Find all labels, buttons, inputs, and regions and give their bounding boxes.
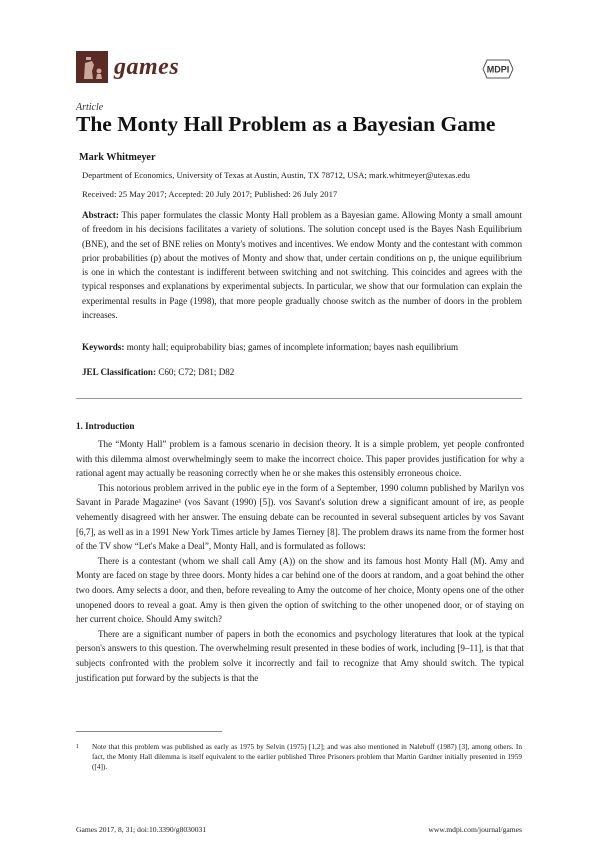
article-type: Article	[76, 102, 104, 113]
journal-name: games	[114, 54, 180, 80]
footnote	[76, 742, 522, 773]
jel-text: C60; C72; D81; D82	[158, 367, 235, 377]
svg-text:MDPI: MDPI	[486, 64, 510, 75]
jel-classification	[82, 367, 234, 377]
paragraph: There is a contestant (whom we shall call Amy (A)) on the show and its famous host Monty Hall (M). Amy and Monty are faced on stage by three doors. Monty hides a car behind one of the doors at random, and a goat behind the other two doors. Amy selects a door, and then, before revealing to Amy the outcome of her choice, Monty opens one of the other unopened doors to reveal a goat. Amy is then given the option of switching to the other unopened door, or of staying on her current choice. Should Amy switch?	[76, 555, 524, 625]
footnote-number: 1	[76, 744, 79, 750]
abstract-label: Abstract:	[82, 210, 119, 220]
journal-url[interactable]: www.mdpi.com/journal/games	[428, 825, 522, 834]
body-text	[76, 437, 524, 685]
keywords	[82, 342, 532, 352]
paragraph: There are a significant number of papers in both the economics and psychology literatures that look at the typical person's answers to this question. The overwhelming result presented in these bodies of work, including [9–11], is that that subjects confronted with the problem solve it incorrectly and fail to recognize that Amy should switch. The typical justification put forward by the subjects is that the	[76, 628, 524, 683]
paragraph: The “Monty Hall” problem is a famous scenario in decision theory. It is a simple problem, yet people confronted with this dilemma almost overwhelmingly seem to make the incorrect choice. This paper provides justification for why a rational agent may actually be reasoning correctly when he or she makes this ostensibly erroneous choice.	[76, 439, 524, 479]
paper-title: The Monty Hall Problem as a Bayesian Game	[76, 112, 496, 136]
section-heading: 1. Introduction	[76, 421, 135, 431]
keywords-text: monty hall; equiprobability bias; games of incomplete information; bayes nash equilibrium	[126, 342, 459, 352]
affiliation: Department of Economics, University of Texas at Austin, Austin, TX 78712, USA; mark.whitmeyer@utexas.edu	[82, 170, 470, 180]
footnote-text: Note that this problem was published as early as 1975 by Selvin (1975) [1,2]; and was also mentioned in Nalebuff (1987) [3], among others. In fact, the Monty Hall dilemma is itself equivalent to the earlier published Three Prisoners problem that Martin Gardner initially presented in 1959 ([4]).	[92, 742, 522, 772]
publication-dates: Received: 25 May 2017; Accepted: 20 July 2017; Published: 26 July 2017	[82, 189, 338, 199]
footnote-divider	[76, 731, 222, 732]
abstract-text: This paper formulates the classic Monty Hall problem as a Bayesian game. Allowing Monty a small amount of freedom in his decisions facilitates a variety of solutions. The solution concept used is the Bayes Nash Equilibrium (BNE), and the set of BNE relies on Monty's motives and incentives. We endow Monty and the contestant with common prior probabilities (p) about the motives of Monty and show that, under certain conditions on p, the unique equilibrium is one in which the contestant is indifferent between switching and not switching. This coincides and agrees with the typical responses and explanations by experimental subjects. In particular, we show that our formulation can explain the experimental results in Page (1998), that more people gradually choose switch as the number of doors in the problem increases.	[82, 210, 522, 321]
header-divider	[76, 398, 522, 399]
mdpi-logo-icon	[481, 57, 515, 81]
jel-label: JEL Classification:	[82, 367, 157, 377]
author-name: Mark Whitmeyer	[79, 152, 156, 163]
journal-logo-icon	[76, 51, 108, 83]
keywords-label: Keywords:	[82, 342, 125, 352]
paragraph: This notorious problem arrived in the public eye in the form of a September, 1990 column published by Marilyn vos Savant in Parade Magazine¹ (vos Savant (1990) [5]). vos Savant's solution drew a significant amount of ire, as people vehemently disagreed with her answer. The ensuing debate can be recounted in several subsequent articles by vos Savant [6,7], as well as in a 1991 New York Times article by James Tierney [8]. The problem draws its name from the former host of the TV show “Let's Make a Deal”, Monty Hall, and is formulated as follows:	[76, 482, 524, 552]
abstract	[82, 208, 522, 322]
citation-footer: Games 2017, 8, 31; doi:10.3390/g8030031	[76, 825, 207, 834]
